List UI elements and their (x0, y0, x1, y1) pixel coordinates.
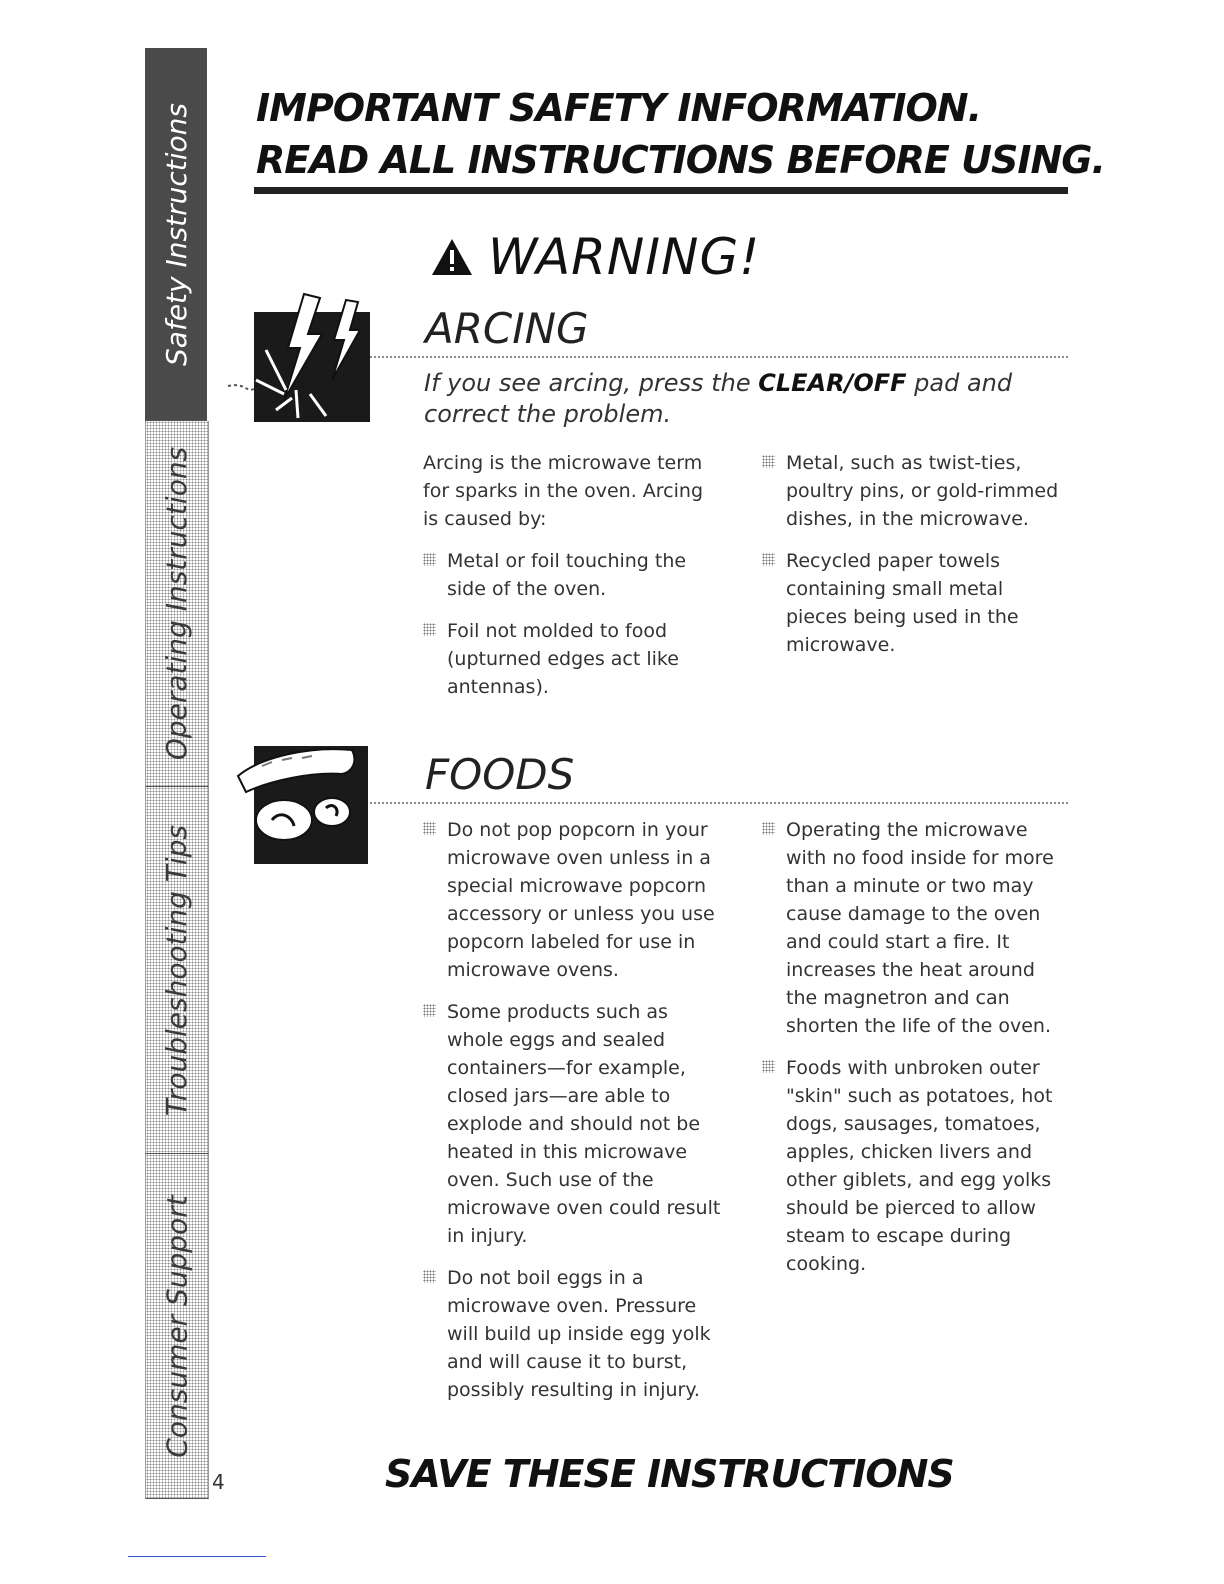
list-item (762, 816, 1067, 1040)
arcing-subhead-text: If you see arcing, press the (424, 369, 759, 397)
list-item-text: Foods with unbroken outer "skin" such as potatoes, hot dogs, sausages, tomatoes, apples, chicken livers and other giblets, and egg yolks should be pierced to allow steam to escape during cooking. (786, 1057, 1053, 1275)
heading-divider (254, 187, 1068, 194)
foods-title: FOODS (425, 750, 575, 799)
bullet-icon (762, 822, 775, 835)
bullet-icon (423, 623, 436, 636)
tab-label: Operating Instructions (160, 446, 194, 761)
list-item (423, 1264, 723, 1404)
arcing-title: ARCING (425, 304, 589, 353)
tab-label: Troubleshooting Tips (160, 824, 194, 1116)
list-item-text: Do not pop popcorn in your microwave oven unless in a special microwave popcorn accessory or unless you use popcorn labeled for use in microwave ovens. (447, 819, 715, 981)
bullet-icon (423, 553, 436, 566)
tab-safety-instructions[interactable] (145, 48, 207, 421)
list-item (423, 617, 723, 701)
arcing-spark-icon (226, 290, 376, 430)
bullet-icon (423, 1270, 436, 1283)
list-item-text: Foil not molded to food (upturned edges act like antennas). (447, 620, 679, 698)
warning-banner (430, 228, 760, 286)
foods-left-column (423, 816, 723, 1418)
arcing-subhead-text: pad and correct the problem. (424, 369, 1013, 428)
save-instructions-footer: SAVE THESE INSTRUCTIONS (385, 1452, 954, 1496)
list-item-text: Operating the microwave with no food inside for more than a minute or two may cause damage to the oven and could start a fire. It increases the heat around the magnetron and can shorten the life of the oven. (786, 819, 1054, 1037)
foods-icon (232, 736, 372, 866)
tab-troubleshooting-tips[interactable] (145, 787, 209, 1154)
sidebar-tabs (145, 48, 207, 1498)
arcing-intro: Arcing is the microwave term for sparks in the oven. Arcing is caused by: (423, 452, 703, 530)
page-title-line1: IMPORTANT SAFETY INFORMATION. (256, 86, 982, 130)
list-item-text: Do not boil eggs in a microwave oven. Pressure will build up inside egg yolk and will cause it to burst, possibly resulting in injury. (447, 1267, 711, 1401)
arcing-left-column (423, 449, 723, 715)
warning-triangle-icon (430, 237, 474, 277)
list-item-text: Metal or foil touching the side of the oven. (447, 550, 687, 600)
tab-consumer-support[interactable] (145, 1154, 209, 1499)
list-item (762, 547, 1062, 659)
tab-label: Safety Instructions (159, 102, 193, 366)
list-item-text: Metal, such as twist-ties, poultry pins, or gold-rimmed dishes, in the microwave. (786, 452, 1059, 530)
list-item (423, 816, 723, 984)
list-item-text: Recycled paper towels containing small metal pieces being used in the microwave. (786, 550, 1019, 656)
bullet-icon (423, 822, 436, 835)
tab-operating-instructions[interactable] (145, 421, 209, 787)
bullet-icon (762, 1060, 775, 1073)
list-item (423, 547, 723, 603)
page-number: 4 (212, 1470, 225, 1494)
bullet-icon (423, 1004, 436, 1017)
list-item-text: Some products such as whole eggs and sealed containers—for example, closed jars—are able to explode and should not be heated in this microwave oven. Such use of the microwave oven could result in injury. (447, 1001, 721, 1247)
bottom-divider (128, 1556, 266, 1557)
bullet-icon (762, 553, 775, 566)
warning-label: WARNING! (488, 228, 761, 286)
list-item (423, 998, 723, 1250)
arcing-dotted-rule (370, 356, 1068, 358)
arcing-subhead (424, 368, 1024, 430)
tab-label: Consumer Support (160, 1194, 194, 1458)
page-title-line2: READ ALL INSTRUCTIONS BEFORE USING. (256, 138, 1105, 182)
arcing-right-column (762, 449, 1062, 673)
foods-dotted-rule (370, 802, 1068, 804)
clear-off-pad-label: CLEAR/OFF (758, 369, 907, 397)
list-item (762, 449, 1062, 533)
bullet-icon (762, 455, 775, 468)
foods-right-column (762, 816, 1067, 1292)
list-item (762, 1054, 1067, 1278)
